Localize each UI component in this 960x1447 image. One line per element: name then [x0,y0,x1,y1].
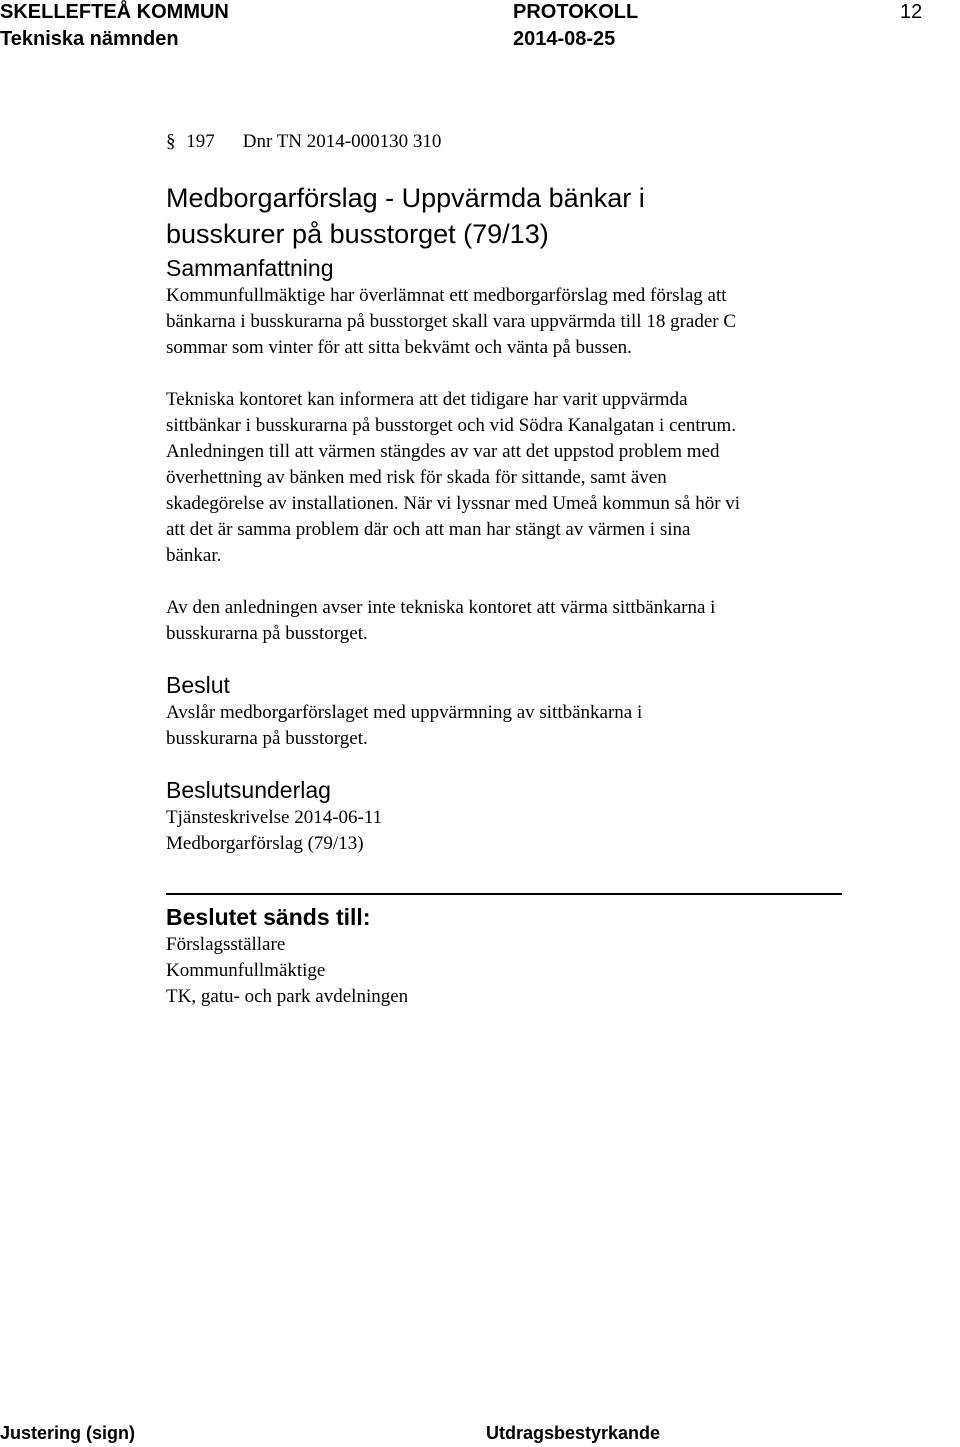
text-line: sommar som vinter för att sitta bekvämt och vänta på bussen. [166,337,632,358]
basis-item: Tjänsteskrivelse 2014-06-11 [166,807,383,828]
basis-item: Medborgarförslag (79/13) [166,833,364,854]
text-line: Av den anledningen avser inte tekniska kontoret att värma sittbänkarna i [166,597,716,618]
header-org: SKELLEFTEÅ KOMMUN [0,1,229,23]
summary-paragraph-1 [166,283,846,361]
text-line: skadegörelse av installationen. När vi lyssnar med Umeå kommun så hör vi [166,493,741,514]
text-line: att det är samma problem där och att man har stängt av värmen i sina [166,519,691,540]
basis-list [166,805,846,857]
basis-heading: Beslutsunderlag [166,777,331,803]
text-line: Avslår medborgarförslaget med uppvärmning av sittbänkarna i [166,702,643,723]
recipient-item: TK, gatu- och park avdelningen [166,986,409,1007]
text-line: bänkar. [166,545,222,566]
text-line: Anledningen till att värmen stängdes av var att det uppstod problem med [166,441,720,462]
header-board: Tekniska nämnden [0,28,179,50]
separator-line [166,893,842,895]
decision-text [166,700,846,752]
text-line: busskurarna på busstorget. [166,728,368,749]
paragraph-number: 197 [186,131,215,152]
summary-heading: Sammanfattning [166,255,334,281]
header-page-number: 12 [900,1,923,23]
recipient-item: Kommunfullmäktige [166,960,326,981]
header-doc-type: PROTOKOLL [513,1,639,23]
decision-heading: Beslut [166,672,230,698]
text-line: överhettning av bänken med risk för skada för sittande, samt även [166,467,667,488]
text-line: bänkarna i busskurarna på busstorget skall vara uppvärmda till 18 grader C [166,311,737,332]
text-line: busskurarna på busstorget. [166,623,368,644]
recipients-heading: Beslutet sänds till: [166,904,371,930]
page-title [166,180,846,252]
title-line: Medborgarförslag - Uppvärmda bänkar i [166,183,645,213]
footer-signature-label: Justering (sign) [0,1423,136,1443]
paragraph-symbol: § [166,131,176,152]
text-line: Tekniska kontoret kan informera att det tidigare har varit uppvärmda [166,389,688,410]
recipients-list [166,932,846,1010]
title-line: busskurer på busstorget (79/13) [166,219,549,249]
summary-paragraph-2 [166,387,846,569]
footer-certification-label: Utdragsbestyrkande [486,1423,661,1443]
text-line: sittbänkar i busskurarna på busstorget och vid Södra Kanalgatan i centrum. [166,415,737,436]
header-date: 2014-08-25 [513,28,616,50]
recipient-item: Förslagsställare [166,934,286,955]
dnr: Dnr TN 2014-000130 310 [242,131,442,152]
text-line: Kommunfullmäktige har överlämnat ett medborgarförslag med förslag att [166,285,727,306]
summary-paragraph-3 [166,595,846,647]
paragraph-reference [166,128,846,156]
protocol-body [166,128,846,1010]
